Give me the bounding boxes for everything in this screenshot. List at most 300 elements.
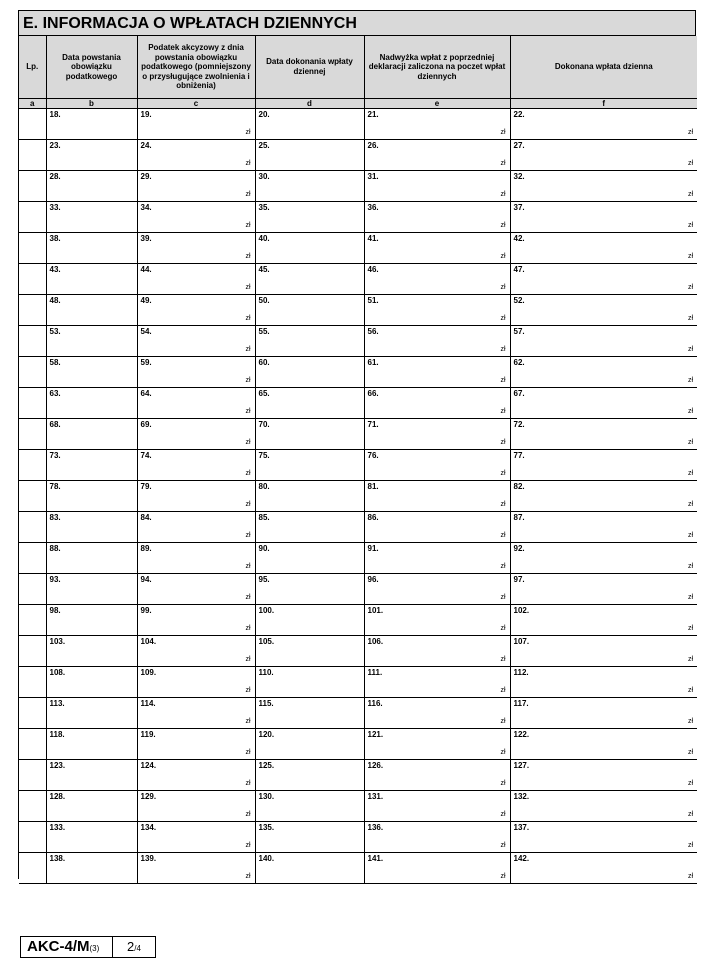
- row-lp-cell: [19, 356, 46, 387]
- field-daily-payment[interactable]: [510, 263, 697, 294]
- field-tax-date[interactable]: [46, 294, 137, 325]
- currency-label: zł: [500, 779, 506, 787]
- field-payment-date[interactable]: [255, 604, 364, 635]
- field-daily-payment[interactable]: [510, 418, 697, 449]
- currency-label: zł: [500, 283, 506, 291]
- field-excise-amount[interactable]: [137, 697, 255, 728]
- currency-label: zł: [687, 128, 693, 136]
- field-number: 51.: [367, 295, 379, 305]
- field-excise-amount[interactable]: [137, 480, 255, 511]
- field-number: 127.: [513, 760, 530, 770]
- field-excise-amount[interactable]: [137, 201, 255, 232]
- column-header-tax-date: Data powstania obowiązku podatkowego: [46, 36, 137, 98]
- page-total: /4: [134, 944, 141, 953]
- field-number: 94.: [140, 574, 152, 584]
- table-row: [19, 294, 697, 325]
- field-payment-date[interactable]: [255, 573, 364, 604]
- field-tax-date[interactable]: [46, 852, 137, 883]
- field-excise-amount[interactable]: [137, 263, 255, 294]
- field-payment-date[interactable]: [255, 232, 364, 263]
- field-overpayment[interactable]: [364, 821, 510, 852]
- field-overpayment[interactable]: [364, 263, 510, 294]
- field-overpayment[interactable]: [364, 480, 510, 511]
- field-number: 100.: [258, 605, 275, 615]
- field-daily-payment[interactable]: [510, 697, 697, 728]
- currency-label: zł: [245, 872, 251, 880]
- table-row: [19, 387, 697, 418]
- field-overpayment[interactable]: [364, 728, 510, 759]
- field-excise-amount[interactable]: [137, 635, 255, 666]
- field-number: 68.: [49, 419, 61, 429]
- page-current: 2: [127, 939, 135, 954]
- field-tax-date[interactable]: [46, 263, 137, 294]
- section-title: E. INFORMACJA O WPŁATACH DZIENNYCH: [19, 11, 695, 36]
- currency-label: zł: [500, 345, 506, 353]
- field-daily-payment[interactable]: [510, 449, 697, 480]
- currency-label: zł: [687, 345, 693, 353]
- form-version: (3): [89, 944, 100, 953]
- field-overpayment[interactable]: [364, 139, 510, 170]
- column-letter-e: e: [364, 98, 510, 108]
- field-daily-payment[interactable]: [510, 728, 697, 759]
- field-tax-date[interactable]: [46, 666, 137, 697]
- currency-label: zł: [687, 531, 693, 539]
- field-overpayment[interactable]: [364, 542, 510, 573]
- field-payment-date[interactable]: [255, 635, 364, 666]
- field-overpayment[interactable]: [364, 232, 510, 263]
- field-number: 75.: [258, 450, 270, 460]
- field-payment-date[interactable]: [255, 697, 364, 728]
- currency-label: zł: [245, 128, 251, 136]
- field-number: 131.: [367, 791, 384, 801]
- field-payment-date[interactable]: [255, 790, 364, 821]
- field-daily-payment[interactable]: [510, 356, 697, 387]
- field-payment-date[interactable]: [255, 821, 364, 852]
- currency-label: zł: [245, 779, 251, 787]
- field-excise-amount[interactable]: [137, 852, 255, 883]
- field-number: 139.: [140, 853, 157, 863]
- field-excise-amount[interactable]: [137, 542, 255, 573]
- field-number: 123.: [49, 760, 66, 770]
- field-payment-date[interactable]: [255, 108, 364, 139]
- field-number: 44.: [140, 264, 152, 274]
- currency-label: zł: [245, 562, 251, 570]
- currency-label: zł: [687, 779, 693, 787]
- field-overpayment[interactable]: [364, 201, 510, 232]
- field-tax-date[interactable]: [46, 821, 137, 852]
- field-number: 119.: [140, 729, 156, 739]
- field-excise-amount[interactable]: [137, 573, 255, 604]
- currency-label: zł: [245, 593, 251, 601]
- field-daily-payment[interactable]: [510, 604, 697, 635]
- currency-label: zł: [500, 624, 506, 632]
- field-overpayment[interactable]: [364, 325, 510, 356]
- field-number: 87.: [513, 512, 525, 522]
- field-overpayment[interactable]: [364, 511, 510, 542]
- field-number: 33.: [49, 202, 61, 212]
- table-row: [19, 759, 697, 790]
- field-payment-date[interactable]: [255, 511, 364, 542]
- form-code-box: [21, 937, 113, 957]
- row-lp-cell: [19, 790, 46, 821]
- column-header-excise-amount: Podatek akcyzowy z dnia powstania obowiązku podatkowego (pomniejszony o przysługujące zwolnienia i obniżenia): [137, 36, 255, 98]
- currency-label: zł: [687, 500, 693, 508]
- field-tax-date[interactable]: [46, 511, 137, 542]
- field-number: 126.: [367, 760, 384, 770]
- field-tax-date[interactable]: [46, 480, 137, 511]
- currency-label: zł: [687, 252, 693, 260]
- currency-label: zł: [500, 686, 506, 694]
- field-payment-date[interactable]: [255, 201, 364, 232]
- field-overpayment[interactable]: [364, 356, 510, 387]
- section-e-frame: [18, 10, 696, 879]
- currency-label: zł: [687, 655, 693, 663]
- field-tax-date[interactable]: [46, 697, 137, 728]
- field-number: 88.: [49, 543, 61, 553]
- field-number: 27.: [513, 140, 525, 150]
- field-excise-amount[interactable]: [137, 666, 255, 697]
- field-number: 85.: [258, 512, 270, 522]
- field-number: 132.: [513, 791, 530, 801]
- field-number: 133.: [49, 822, 66, 832]
- column-letter-d: d: [255, 98, 364, 108]
- currency-label: zł: [500, 252, 506, 260]
- field-payment-date[interactable]: [255, 170, 364, 201]
- field-number: 19.: [140, 109, 152, 119]
- currency-label: zł: [500, 717, 506, 725]
- currency-label: zł: [245, 841, 251, 849]
- row-lp-cell: [19, 821, 46, 852]
- field-daily-payment[interactable]: [510, 759, 697, 790]
- row-lp-cell: [19, 728, 46, 759]
- currency-label: zł: [500, 655, 506, 663]
- field-number: 129.: [140, 791, 157, 801]
- row-lp-cell: [19, 666, 46, 697]
- field-number: 54.: [140, 326, 152, 336]
- field-daily-payment[interactable]: [510, 511, 697, 542]
- field-number: 117.: [513, 698, 529, 708]
- currency-label: zł: [245, 221, 251, 229]
- field-excise-amount[interactable]: [137, 821, 255, 852]
- field-excise-amount[interactable]: [137, 294, 255, 325]
- header-row: [19, 36, 697, 98]
- row-lp-cell: [19, 139, 46, 170]
- field-number: 120.: [258, 729, 275, 739]
- field-number: 121.: [367, 729, 384, 739]
- field-excise-amount[interactable]: [137, 604, 255, 635]
- field-daily-payment[interactable]: [510, 852, 697, 883]
- field-number: 95.: [258, 574, 270, 584]
- field-payment-date[interactable]: [255, 418, 364, 449]
- field-tax-date[interactable]: [46, 418, 137, 449]
- table-row: [19, 728, 697, 759]
- field-number: 37.: [513, 202, 525, 212]
- field-excise-amount[interactable]: [137, 790, 255, 821]
- field-tax-date[interactable]: [46, 728, 137, 759]
- field-number: 89.: [140, 543, 152, 553]
- field-number: 45.: [258, 264, 270, 274]
- currency-label: zł: [687, 376, 693, 384]
- field-tax-date[interactable]: [46, 790, 137, 821]
- field-number: 76.: [367, 450, 379, 460]
- table-row: [19, 263, 697, 294]
- currency-label: zł: [687, 872, 693, 880]
- row-lp-cell: [19, 201, 46, 232]
- field-excise-amount[interactable]: [137, 511, 255, 542]
- field-daily-payment[interactable]: [510, 139, 697, 170]
- field-daily-payment[interactable]: [510, 573, 697, 604]
- table-row: [19, 635, 697, 666]
- field-number: 81.: [367, 481, 379, 491]
- field-tax-date[interactable]: [46, 325, 137, 356]
- field-payment-date[interactable]: [255, 852, 364, 883]
- field-number: 26.: [367, 140, 379, 150]
- currency-label: zł: [500, 221, 506, 229]
- field-tax-date[interactable]: [46, 387, 137, 418]
- row-lp-cell: [19, 449, 46, 480]
- field-number: 48.: [49, 295, 61, 305]
- field-tax-date[interactable]: [46, 232, 137, 263]
- field-number: 97.: [513, 574, 525, 584]
- currency-label: zł: [245, 686, 251, 694]
- row-lp-cell: [19, 294, 46, 325]
- field-excise-amount[interactable]: [137, 418, 255, 449]
- field-overpayment[interactable]: [364, 449, 510, 480]
- currency-label: zł: [687, 190, 693, 198]
- field-excise-amount[interactable]: [137, 759, 255, 790]
- field-overpayment[interactable]: [364, 790, 510, 821]
- table-row: [19, 325, 697, 356]
- field-number: 30.: [258, 171, 270, 181]
- field-payment-date[interactable]: [255, 759, 364, 790]
- currency-label: zł: [500, 128, 506, 136]
- field-tax-date[interactable]: [46, 573, 137, 604]
- field-daily-payment[interactable]: [510, 201, 697, 232]
- table-row: [19, 170, 697, 201]
- currency-label: zł: [500, 159, 506, 167]
- field-tax-date[interactable]: [46, 759, 137, 790]
- field-number: 103.: [49, 636, 66, 646]
- row-lp-cell: [19, 325, 46, 356]
- currency-label: zł: [245, 345, 251, 353]
- column-letter-a: a: [19, 98, 46, 108]
- field-number: 130.: [258, 791, 275, 801]
- field-number: 32.: [513, 171, 525, 181]
- currency-label: zł: [500, 593, 506, 601]
- row-lp-cell: [19, 108, 46, 139]
- field-number: 69.: [140, 419, 152, 429]
- field-excise-amount[interactable]: [137, 108, 255, 139]
- field-tax-date[interactable]: [46, 635, 137, 666]
- field-number: 93.: [49, 574, 61, 584]
- field-tax-date[interactable]: [46, 449, 137, 480]
- field-number: 36.: [367, 202, 379, 212]
- field-number: 64.: [140, 388, 152, 398]
- field-tax-date[interactable]: [46, 201, 137, 232]
- currency-label: zł: [245, 438, 251, 446]
- field-overpayment[interactable]: [364, 604, 510, 635]
- field-daily-payment[interactable]: [510, 666, 697, 697]
- field-overpayment[interactable]: [364, 170, 510, 201]
- field-tax-date[interactable]: [46, 108, 137, 139]
- currency-label: zł: [245, 810, 251, 818]
- field-tax-date[interactable]: [46, 604, 137, 635]
- field-number: 25.: [258, 140, 270, 150]
- field-payment-date[interactable]: [255, 294, 364, 325]
- field-number: 35.: [258, 202, 270, 212]
- currency-label: zł: [687, 221, 693, 229]
- field-payment-date[interactable]: [255, 325, 364, 356]
- field-overpayment[interactable]: [364, 666, 510, 697]
- field-payment-date[interactable]: [255, 263, 364, 294]
- field-daily-payment[interactable]: [510, 325, 697, 356]
- row-lp-cell: [19, 232, 46, 263]
- field-excise-amount[interactable]: [137, 139, 255, 170]
- field-excise-amount[interactable]: [137, 170, 255, 201]
- field-excise-amount[interactable]: [137, 232, 255, 263]
- field-number: 59.: [140, 357, 152, 367]
- field-tax-date[interactable]: [46, 170, 137, 201]
- currency-label: zł: [687, 717, 693, 725]
- currency-label: zł: [245, 376, 251, 384]
- field-number: 107.: [513, 636, 530, 646]
- field-payment-date[interactable]: [255, 356, 364, 387]
- row-lp-cell: [19, 852, 46, 883]
- field-overpayment[interactable]: [364, 418, 510, 449]
- field-number: 43.: [49, 264, 61, 274]
- currency-label: zł: [245, 252, 251, 260]
- field-number: 109.: [140, 667, 157, 677]
- field-daily-payment[interactable]: [510, 387, 697, 418]
- table-row: [19, 697, 697, 728]
- currency-label: zł: [500, 872, 506, 880]
- daily-payments-table: [19, 36, 697, 884]
- field-daily-payment[interactable]: [510, 294, 697, 325]
- field-tax-date[interactable]: [46, 356, 137, 387]
- table-row: [19, 573, 697, 604]
- currency-label: zł: [500, 562, 506, 570]
- field-excise-amount[interactable]: [137, 728, 255, 759]
- table-row: [19, 666, 697, 697]
- table-body: [19, 108, 697, 883]
- field-number: 70.: [258, 419, 270, 429]
- field-overpayment[interactable]: [364, 573, 510, 604]
- field-excise-amount[interactable]: [137, 387, 255, 418]
- table-row: [19, 542, 697, 573]
- field-number: 28.: [49, 171, 61, 181]
- field-excise-amount[interactable]: [137, 356, 255, 387]
- currency-label: zł: [500, 376, 506, 384]
- page-number-box: [113, 937, 155, 957]
- field-number: 61.: [367, 357, 379, 367]
- currency-label: zł: [245, 283, 251, 291]
- field-number: 83.: [49, 512, 61, 522]
- table-row: [19, 480, 697, 511]
- field-payment-date[interactable]: [255, 728, 364, 759]
- field-payment-date[interactable]: [255, 480, 364, 511]
- field-daily-payment[interactable]: [510, 635, 697, 666]
- field-overpayment[interactable]: [364, 294, 510, 325]
- field-daily-payment[interactable]: [510, 108, 697, 139]
- field-payment-date[interactable]: [255, 387, 364, 418]
- field-daily-payment[interactable]: [510, 480, 697, 511]
- table-row: [19, 139, 697, 170]
- field-daily-payment[interactable]: [510, 821, 697, 852]
- field-payment-date[interactable]: [255, 449, 364, 480]
- table-row: [19, 511, 697, 542]
- currency-label: zł: [687, 748, 693, 756]
- field-number: 106.: [367, 636, 384, 646]
- field-daily-payment[interactable]: [510, 790, 697, 821]
- row-lp-cell: [19, 387, 46, 418]
- field-daily-payment[interactable]: [510, 170, 697, 201]
- row-lp-cell: [19, 263, 46, 294]
- currency-label: zł: [687, 841, 693, 849]
- field-number: 115.: [258, 698, 274, 708]
- field-overpayment[interactable]: [364, 697, 510, 728]
- field-number: 102.: [513, 605, 530, 615]
- field-overpayment[interactable]: [364, 852, 510, 883]
- field-number: 23.: [49, 140, 61, 150]
- row-lp-cell: [19, 542, 46, 573]
- field-number: 137.: [513, 822, 530, 832]
- currency-label: zł: [687, 159, 693, 167]
- field-daily-payment[interactable]: [510, 542, 697, 573]
- field-excise-amount[interactable]: [137, 449, 255, 480]
- currency-label: zł: [245, 314, 251, 322]
- field-number: 52.: [513, 295, 525, 305]
- field-payment-date[interactable]: [255, 542, 364, 573]
- field-number: 135.: [258, 822, 275, 832]
- field-tax-date[interactable]: [46, 542, 137, 573]
- field-overpayment[interactable]: [364, 635, 510, 666]
- field-tax-date[interactable]: [46, 139, 137, 170]
- field-number: 128.: [49, 791, 66, 801]
- currency-label: zł: [500, 748, 506, 756]
- form-code: AKC-4/M: [27, 938, 90, 955]
- currency-label: zł: [687, 686, 693, 694]
- currency-label: zł: [245, 500, 251, 508]
- currency-label: zł: [687, 593, 693, 601]
- currency-label: zł: [245, 531, 251, 539]
- field-excise-amount[interactable]: [137, 325, 255, 356]
- field-payment-date[interactable]: [255, 139, 364, 170]
- field-number: 20.: [258, 109, 270, 119]
- table-row: [19, 604, 697, 635]
- row-lp-cell: [19, 170, 46, 201]
- field-overpayment[interactable]: [364, 108, 510, 139]
- field-number: 58.: [49, 357, 61, 367]
- currency-label: zł: [687, 624, 693, 632]
- field-number: 66.: [367, 388, 379, 398]
- currency-label: zł: [500, 438, 506, 446]
- field-number: 60.: [258, 357, 270, 367]
- field-overpayment[interactable]: [364, 759, 510, 790]
- field-number: 79.: [140, 481, 152, 491]
- field-number: 86.: [367, 512, 379, 522]
- column-letter-c: c: [137, 98, 255, 108]
- field-number: 90.: [258, 543, 270, 553]
- field-number: 67.: [513, 388, 525, 398]
- field-overpayment[interactable]: [364, 387, 510, 418]
- table-row: [19, 790, 697, 821]
- field-daily-payment[interactable]: [510, 232, 697, 263]
- field-number: 24.: [140, 140, 152, 150]
- field-number: 38.: [49, 233, 61, 243]
- field-number: 141.: [367, 853, 384, 863]
- currency-label: zł: [500, 407, 506, 415]
- field-payment-date[interactable]: [255, 666, 364, 697]
